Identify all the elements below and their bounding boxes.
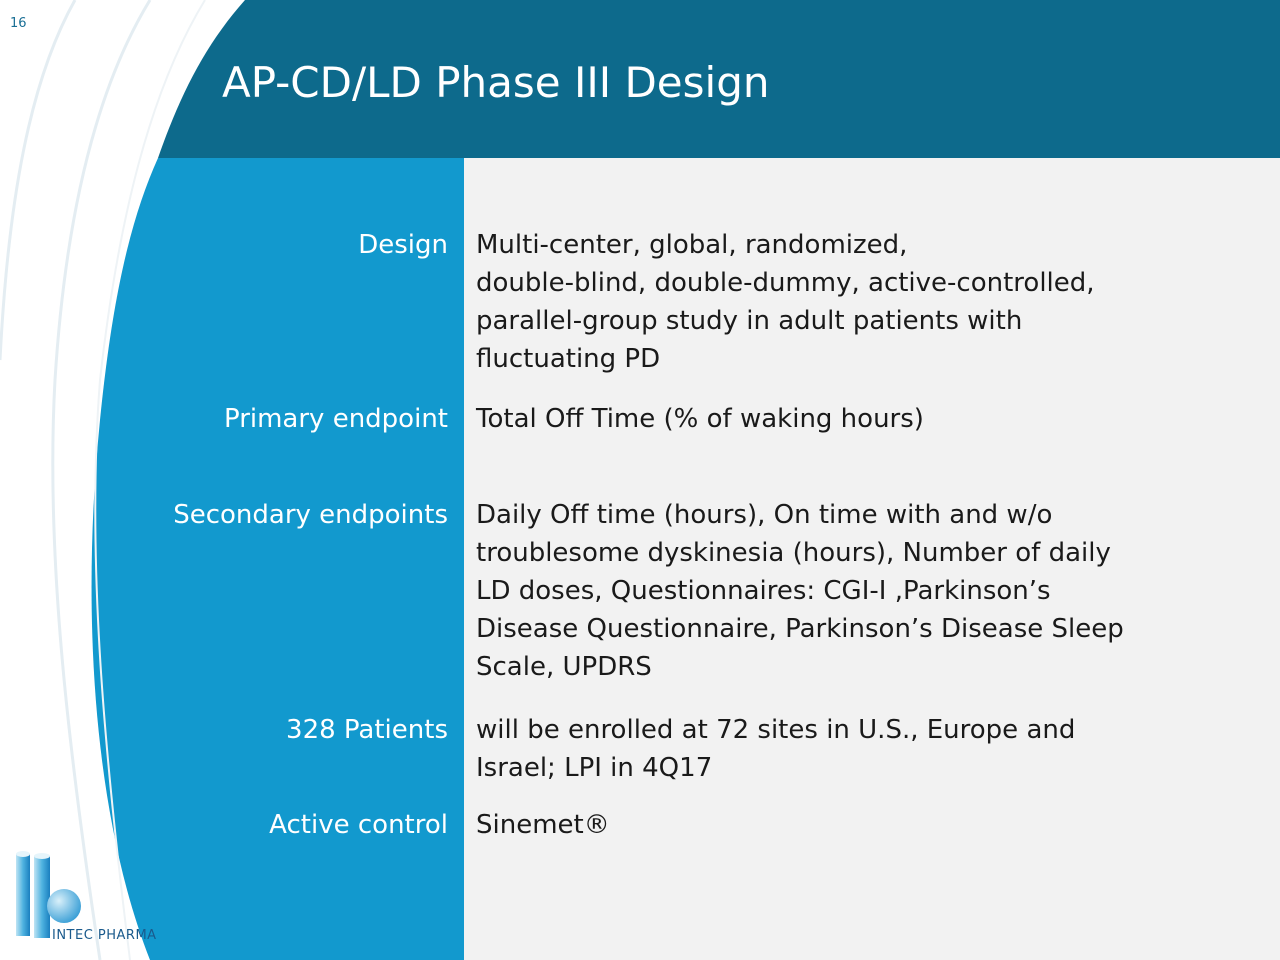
row-label-secondary-endpoints: Secondary endpoints [173, 500, 448, 530]
row-label-primary-endpoint: Primary endpoint [223, 404, 448, 434]
logo-text: INTEC PHARMA [52, 928, 157, 943]
row-value-design: Multi-center, global, randomized, double-blind, double-dummy, active-controlled, parallel-group study in adult patients with fluctuating PD [476, 230, 1095, 374]
row-value-patients: will be enrolled at 72 sites in U.S., Europe and Israel; LPI in 4Q17 [476, 715, 1076, 783]
slide-number: 16 [10, 16, 27, 31]
row-label-patients: 328 Patients [286, 715, 448, 745]
row-value-primary-endpoint: Total Off Time (% of waking hours) [476, 404, 924, 434]
row-value-active-control: Sinemet® [476, 810, 610, 840]
decorative-swoosh [0, 0, 75, 360]
row-value-secondary-endpoints: Daily Off time (hours), On time with and w/o troublesome dyskinesia (hours), Number of daily LD doses, Questionnaires: CGI-I ,Parkinson’s Disease Questionnaire, Parkinson’s Disease Sleep Scale, UPDRS [476, 500, 1124, 682]
slide-title: AP-CD/LD Phase III Design [222, 58, 770, 107]
row-label-design: Design [358, 230, 448, 260]
row-label-active-control: Active control [269, 810, 448, 840]
